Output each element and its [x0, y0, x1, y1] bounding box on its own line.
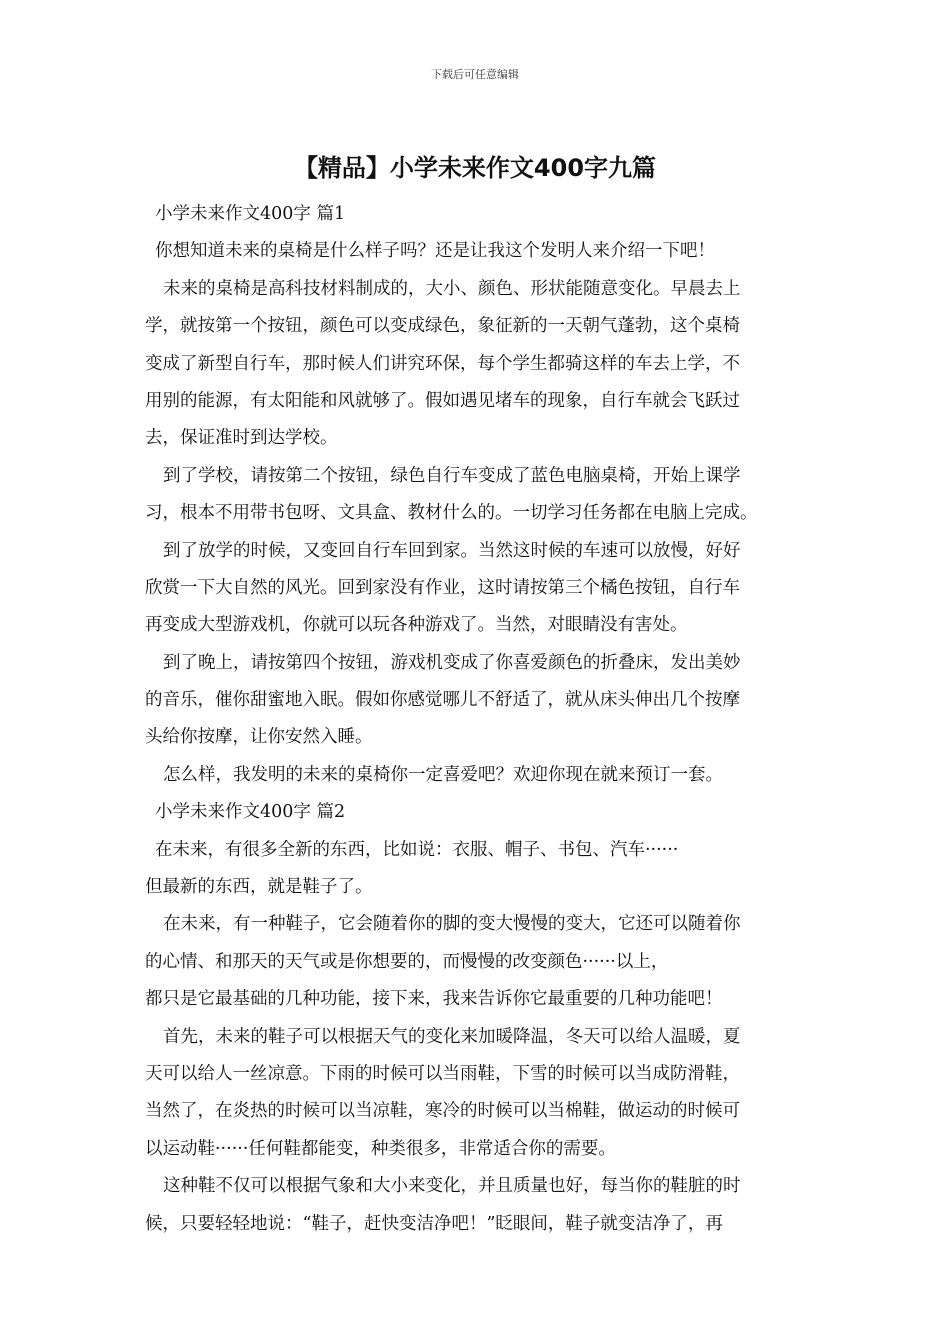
text-line: 用别的能源，有太阳能和风就够了。假如遇见堵车的现象，自行车就会飞跃过 [145, 390, 740, 411]
text-line: 天可以给人一丝凉意。下雨的时候可以当雨鞋，下雪的时候可以当成防滑鞋， [145, 1063, 740, 1084]
text-line: 再变成大型游戏机，你就可以玩各种游戏了。当然，对眼睛没有害处。 [145, 615, 688, 636]
section-heading: 小学未来作文400字 篇1 [155, 204, 346, 224]
text-line: 的心情、和那天的天气或是你想要的，而慢慢的改变颜色······以上， [145, 951, 669, 972]
text-line: 到了学校，请按第二个按钮，绿色自行车变成了蓝色电脑桌椅，开始上课学 [163, 465, 741, 486]
text-line: 首先，未来的鞋子可以根据天气的变化来加暖降温，冬天可以给人温暖，夏 [163, 1026, 741, 1047]
text-line: 的音乐，催你甜蜜地入眠。假如你感觉哪儿不舒适了，就从床头伸出几个按摩 [145, 690, 740, 711]
text-line: 欣赏一下大自然的风光。回到家没有作业，这时请按第三个橘色按钮，自行车 [145, 577, 740, 598]
text-line: 当然了，在炎热的时候可以当凉鞋，寒冷的时候可以当棉鞋，做运动的时候可 [145, 1101, 740, 1122]
text-line: 到了晚上，请按第四个按钮，游戏机变成了你喜爱颜色的折叠床，发出美妙 [163, 652, 741, 673]
text-line: 变成了新型自行车，那时候人们讲究环保，每个学生都骑这样的车去上学，不 [145, 353, 740, 374]
text-line: 以运动鞋······任何鞋都能变，种类很多，非常适合你的需要。 [145, 1138, 616, 1159]
header-note: 下载后可任意编辑 [431, 68, 519, 81]
document-body [145, 196, 807, 1243]
text-line: 但最新的东西，就是鞋子了。 [145, 877, 373, 898]
text-line: 在未来，有一种鞋子，它会随着你的脚的变大慢慢的变大，它还可以随着你 [163, 914, 741, 935]
text-line: 头给你按摩，让你安然入睡。 [145, 727, 373, 748]
document-title: 【精品】小学未来作文400字九篇 [293, 154, 657, 182]
text-line: 都只是它最基础的几种功能，接下来，我来告诉你它最重要的几种功能吧！ [145, 989, 723, 1010]
text-line: 你想知道未来的桌椅是什么样子吗？还是让我这个发明人来介绍一下吧！ [155, 241, 715, 262]
text-line: 到了放学的时候，又变回自行车回到家。当然这时候的车速可以放慢，好好 [163, 540, 741, 561]
section-heading: 小学未来作文400字 篇2 [155, 802, 346, 823]
text-line: 未来的桌椅是高科技材料制成的，大小、颜色、形状能随意变化。早晨去上 [163, 278, 741, 299]
text-line: 去，保证准时到达学校。 [145, 428, 338, 449]
text-line: 习，根本不用带书包呀、文具盒、教材什么的。一切学习任务都在电脑上完成。 [145, 503, 758, 524]
text-line: 这种鞋不仅可以根据气象和大小来变化，并且质量也好，每当你的鞋脏的时 [163, 1176, 741, 1197]
text-line: 怎么样，我发明的未来的桌椅你一定喜爱吧？欢迎你现在就来预订一套。 [163, 764, 723, 785]
text-line: 学，就按第一个按钮，颜色可以变成绿色，象征新的一天朝气蓬勃，这个桌椅 [145, 316, 740, 337]
text-line: 在未来，有很多全新的东西，比如说：衣服、帽子、书包、汽车······ [155, 839, 679, 860]
text-line: 候，只要轻轻地说：“鞋子，赶快变洁净吧！”眨眼间，鞋子就变洁净了，再 [145, 1213, 723, 1234]
